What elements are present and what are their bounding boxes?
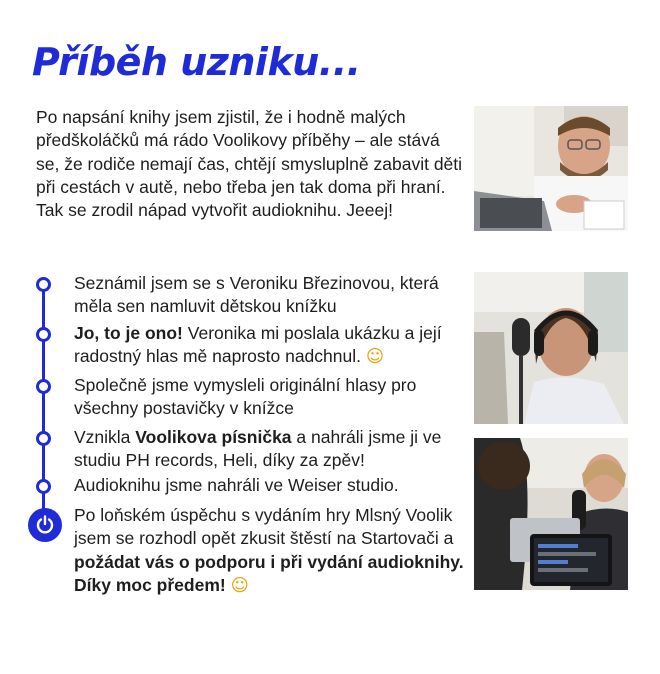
- timeline-dot-icon: [36, 479, 51, 494]
- photo-studio-session: [474, 438, 628, 590]
- photo-narrator-microphone: [474, 272, 628, 424]
- timeline-dot-icon: [36, 379, 51, 394]
- timeline-item-text: Seznámil jsem se s Veroniku Březinovou, která měla sen namluvit dětskou knížku: [74, 273, 439, 317]
- timeline-dot-icon: [36, 327, 51, 342]
- timeline-dot-icon: [36, 277, 51, 292]
- timeline-item-text: Společně jsme vymysleli originální hlasy pro všechny postavičky v knížce: [74, 375, 417, 419]
- smile-emoji-icon: ☺: [230, 575, 249, 596]
- photo-author-laptop: [474, 106, 628, 231]
- timeline-item-text: Vznikla Voolikova písnička a nahráli jsme ji ve studiu PH records, Heli, díky za zpěv!: [74, 427, 442, 471]
- timeline-item-text: Po loňském úspěchu s vydáním hry Mlsný Voolik jsem se rozhodl opět zkusit štěstí na Startovači a požádat vás o podporu i při vydání audioknihy. Díky moc předem! ☺: [74, 505, 464, 596]
- page-title: Příběh uzniku...: [32, 40, 361, 84]
- smile-emoji-icon: ☺: [365, 347, 385, 368]
- timeline: [28, 272, 468, 596]
- timeline-item-text: Audioknihu jsme nahráli ve Weiser studio.: [74, 475, 399, 495]
- intro-paragraph: Po napsání knihy jsem zjistil, že i hodně malých předškoláčků má rádo Voolikovy příběhy – ale stává se, že rodiče nemají čas, chtějí smysluplně zabavit děti při cestách v autě, nebo třeba jen tak doma při hraní. Tak se zrodil nápad vytvořit audioknihu. Jeeej!: [36, 107, 463, 221]
- timeline-item-text: Jo, to je ono! Veronika mi poslala ukázku a její radostný hlas mě naprosto nadchnul. ☺: [74, 323, 442, 368]
- timeline-dot-icon: [36, 431, 51, 446]
- power-icon: [28, 508, 62, 542]
